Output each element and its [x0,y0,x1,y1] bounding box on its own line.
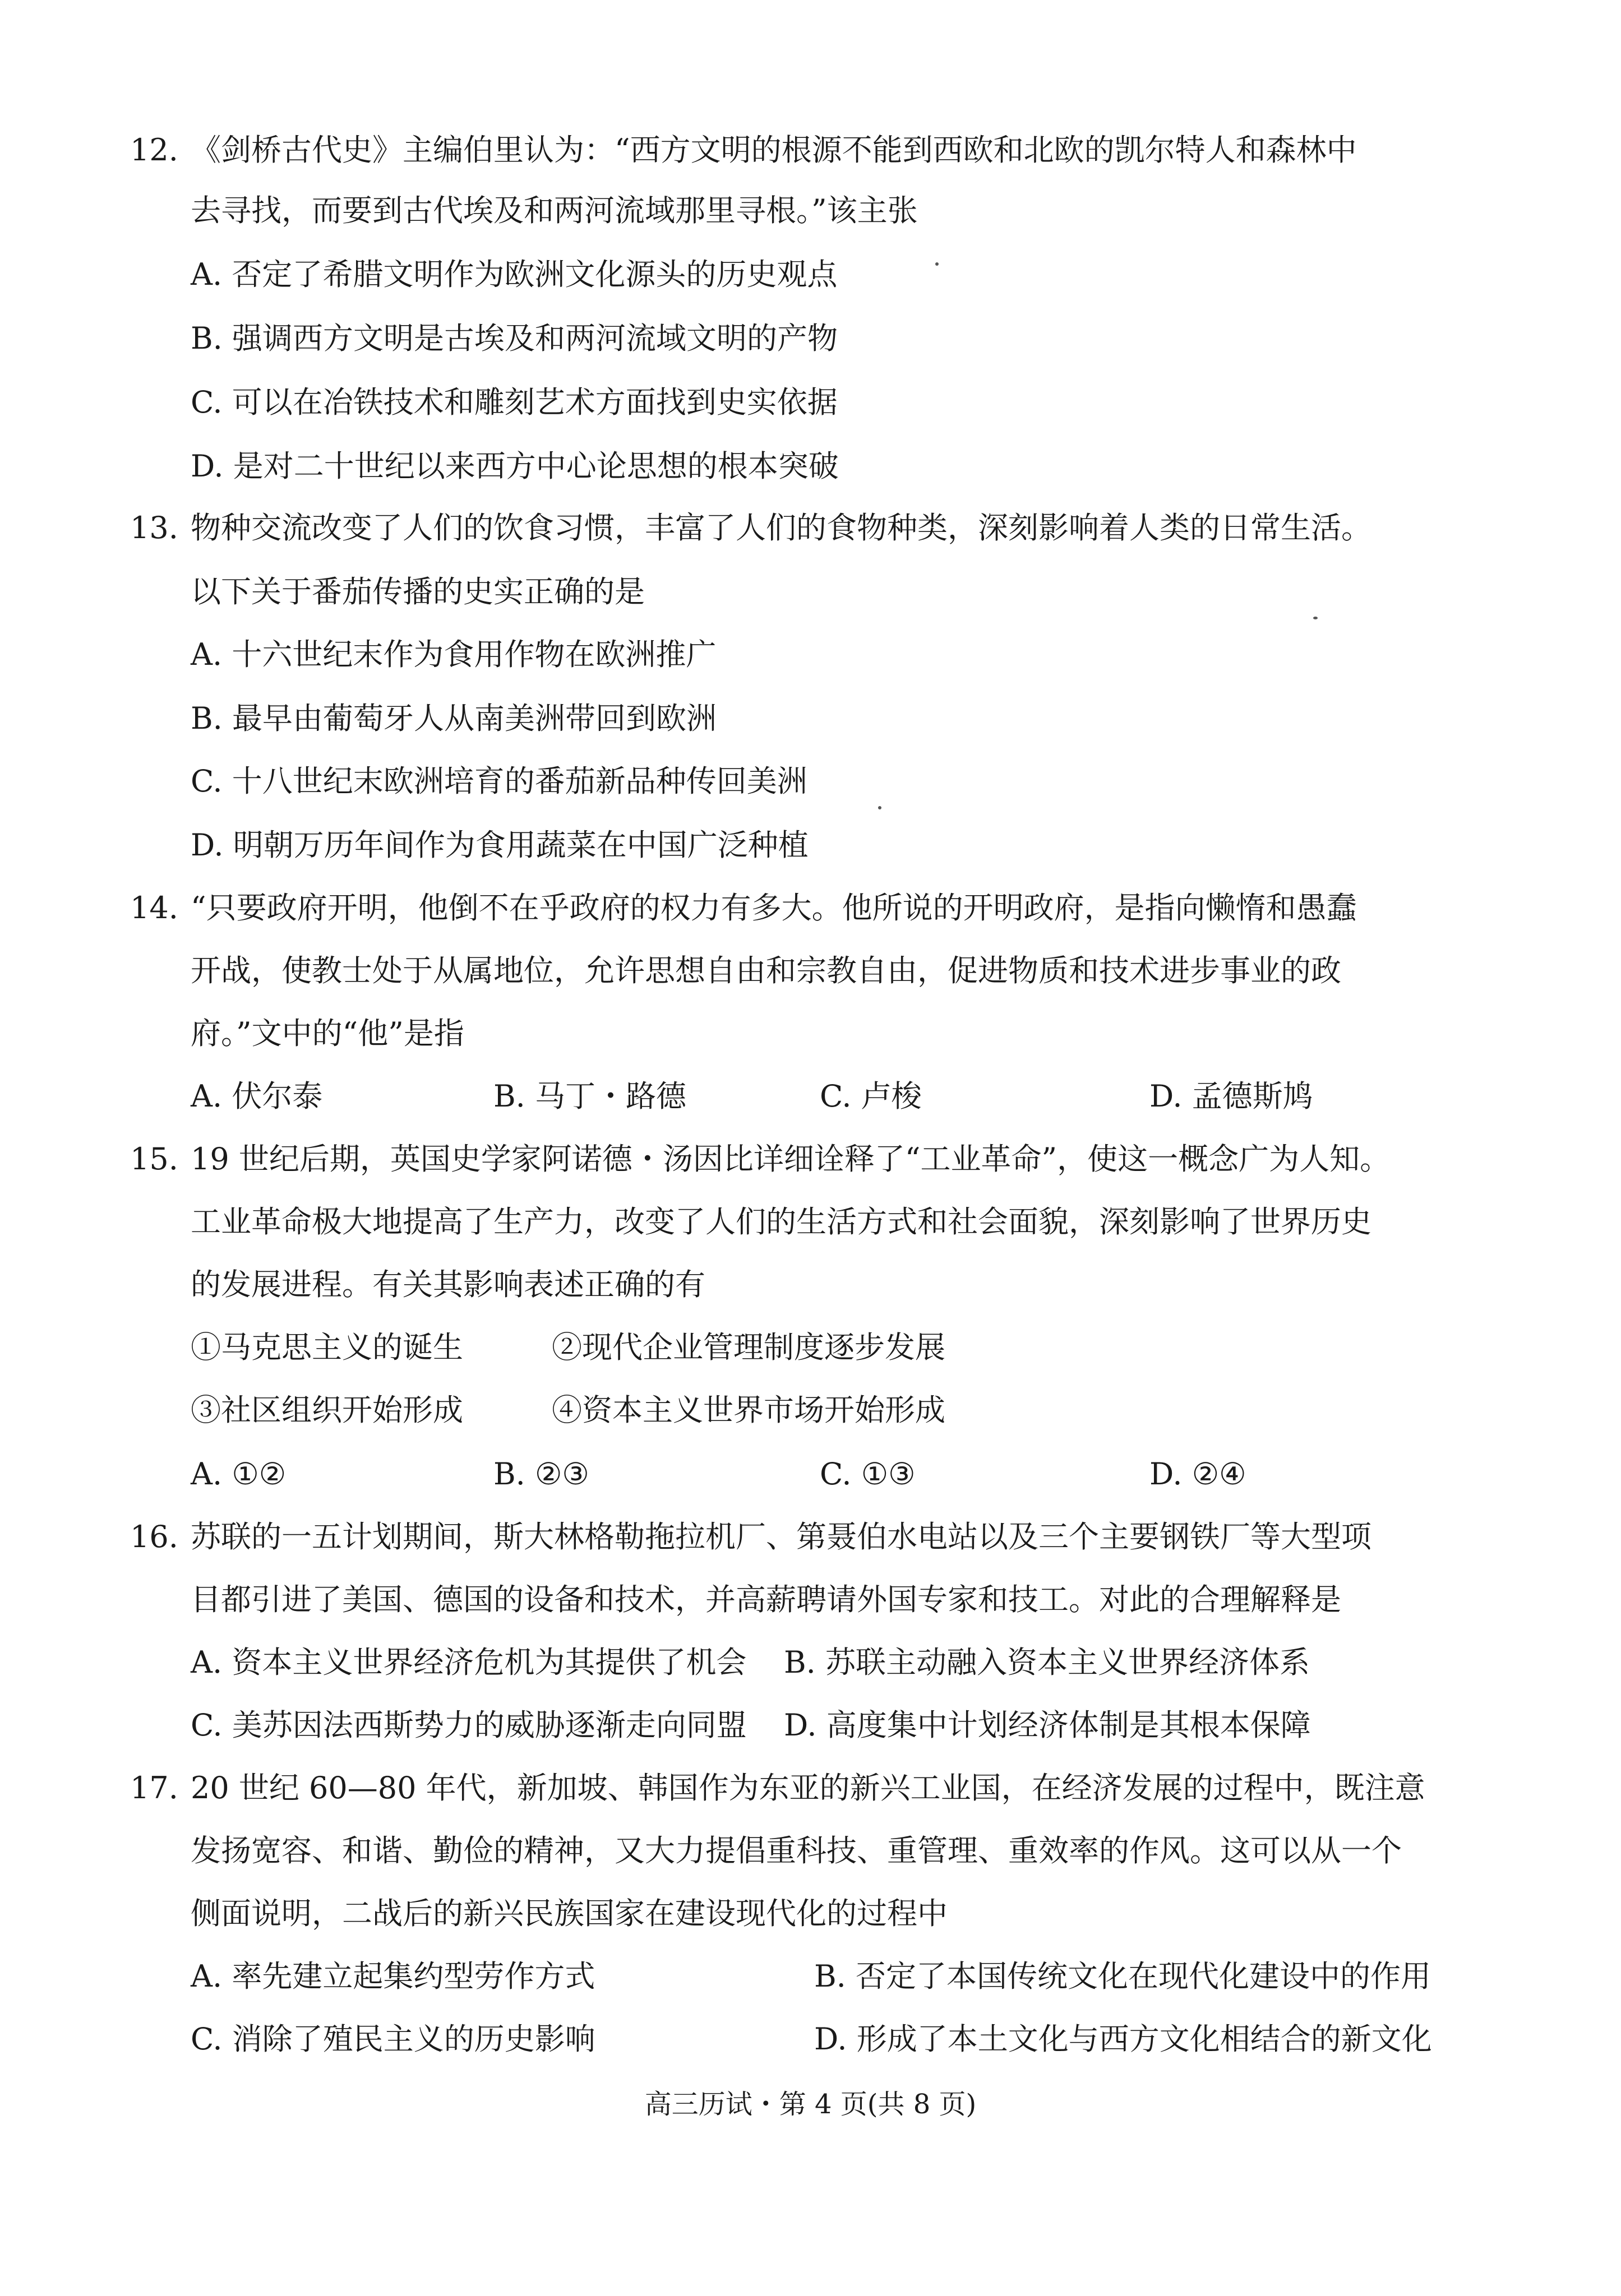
scan-speck [878,806,881,809]
question-number: 17. [130,1770,178,1806]
question-stem-line: 20 世纪 60—80 年代，新加坡、韩国作为东亚的新兴工业国，在经济发展的过程中，既注意 [191,1770,1425,1806]
statement-item: ②现代企业管理制度逐步发展 [552,1330,945,1365]
option-b: B. 最早由葡萄牙人从南美洲带回到欧洲 [191,701,717,736]
statement-item: ④资本主义世界市场开始形成 [552,1392,945,1428]
option-a: A. ①② [191,1456,287,1492]
page-footer: 高三历试・第 4 页(共 8 页) [644,2089,977,2120]
option-b: B. 马丁・路德 [493,1078,687,1114]
question-stem-line: 去寻找，而要到古代埃及和两河流域那里寻根。”该主张 [191,193,918,228]
question-stem-line: 发扬宽容、和谐、勤俭的精神，又大力提倡重科技、重管理、重效率的作风。这可以从一个 [191,1833,1402,1868]
option-b: B. 否定了本国传统文化在现代化建设中的作用 [814,1959,1431,1994]
question-stem-line: 的发展进程。有关其影响表述正确的有 [191,1267,705,1302]
question-stem-line: 物种交流改变了人们的饮食习惯，丰富了人们的食物种类，深刻影响着人类的日常生活。 [191,510,1371,545]
question-stem-line: “只要政府开明，他倒不在乎政府的权力有多大。他所说的开明政府，是指向懒惰和愚蠢 [191,890,1357,925]
question-stem-line: 19 世纪后期，英国史学家阿诺德・汤因比详细诠释了“工业革命”，使这一概念广为人知。 [191,1141,1391,1177]
option-d: D. 明朝万历年间作为食用蔬菜在中国广泛种植 [191,827,809,863]
option-d: D. 形成了本土文化与西方文化相结合的新文化 [814,2021,1432,2057]
question-stem-line: 《剑桥古代史》主编伯里认为：“西方文明的根源不能到西欧和北欧的凯尔特人和森林中 [191,132,1357,168]
statement-item: ③社区组织开始形成 [191,1392,463,1428]
option-c: C. ①③ [820,1456,916,1492]
question-stem-line: 开战，使教士处于从属地位，允许思想自由和宗教自由，促进物质和技术进步事业的政 [191,953,1341,988]
option-d: D. 高度集中计划经济体制是其根本保障 [784,1707,1311,1743]
option-b: B. ②③ [493,1456,589,1492]
scan-speck [935,262,939,266]
question-number: 15. [130,1141,178,1177]
option-d: D. 孟德斯鸠 [1149,1078,1313,1114]
option-c: C. 消除了殖民主义的历史影响 [191,2021,595,2057]
option-c: C. 十八世纪末欧洲培育的番茄新品种传回美洲 [191,763,807,799]
option-c: C. 美苏因法西斯势力的威胁逐渐走向同盟 [191,1707,747,1743]
option-c: C. 卢梭 [820,1078,922,1114]
option-d: D. 是对二十世纪以来西方中心论思想的根本突破 [191,448,839,484]
question-stem-line: 苏联的一五计划期间，斯大林格勒拖拉机厂、第聂伯水电站以及三个主要钢铁厂等大型项 [191,1519,1371,1554]
option-a: A. 十六世纪末作为食用作物在欧洲推广 [191,637,717,672]
question-number: 13. [130,510,178,545]
question-stem-line: 工业革命极大地提高了生产力，改变了人们的生活方式和社会面貌，深刻影响了世界历史 [191,1204,1371,1239]
option-a: A. 否定了希腊文明作为欧洲文化源头的历史观点 [191,257,838,292]
question-stem-line: 目都引进了美国、德国的设备和技术，并高薪聘请外国专家和技工。对此的合理解释是 [191,1582,1341,1617]
option-a: A. 伏尔泰 [191,1078,323,1114]
question-number: 14. [130,890,178,925]
question-stem-line: 侧面说明，二战后的新兴民族国家在建设现代化的过程中 [191,1896,948,1931]
scan-speck [1313,617,1318,619]
question-stem-line: 府。”文中的“他”是指 [191,1016,464,1051]
option-a: A. 率先建立起集约型劳作方式 [191,1959,595,1994]
option-b: B. 苏联主动融入资本主义世界经济体系 [784,1645,1310,1680]
statement-item: ①马克思主义的诞生 [191,1330,463,1365]
option-d: D. ②④ [1149,1456,1246,1492]
question-stem-line: 以下关于番茄传播的史实正确的是 [191,574,645,609]
question-number: 16. [130,1519,178,1554]
option-a: A. 资本主义世界经济危机为其提供了机会 [191,1645,747,1680]
option-b: B. 强调西方文明是古埃及和两河流域文明的产物 [191,321,838,356]
option-c: C. 可以在冶铁技术和雕刻艺术方面找到史实依据 [191,385,838,420]
question-number: 12. [130,132,178,168]
